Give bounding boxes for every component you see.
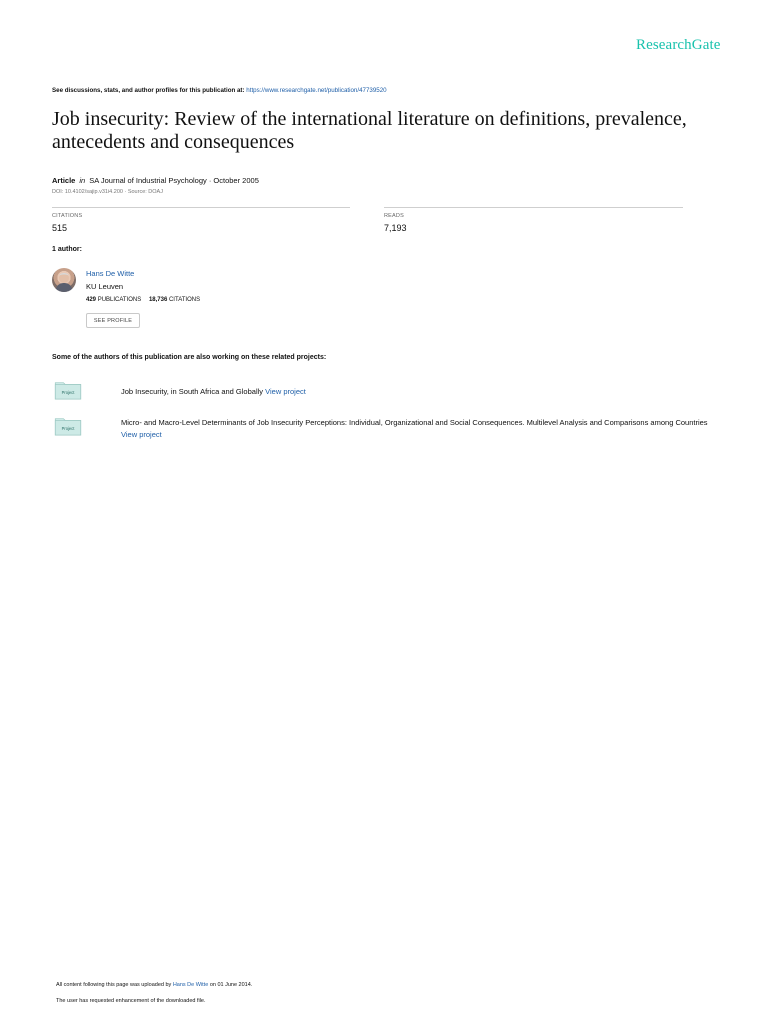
project-folder-icon[interactable] (53, 380, 83, 405)
publication-url-line (52, 87, 387, 94)
author-citations-label: CITATIONS (168, 297, 201, 303)
doi-source: DOI: 10.4102/sajip.v31i4.200 · Source: DOAJ (52, 189, 163, 195)
author-citations-count: 18,736 (148, 297, 168, 303)
upload-suffix: on 01 June 2014. (209, 982, 253, 988)
view-project-link[interactable]: View project (121, 430, 162, 439)
author-publications-count: 429 (86, 297, 97, 303)
project-icon-label: Project (61, 426, 75, 432)
author-avatar[interactable] (52, 268, 76, 292)
citations-divider (52, 207, 350, 208)
publication-title: Job insecurity: Review of the international literature on definitions, prevalence, antecedents and consequences (52, 108, 687, 153)
article-meta (52, 176, 259, 185)
journal-name: SA Journal of Industrial Psychology · October 2005 (89, 176, 259, 185)
related-projects-heading: Some of the authors of this publication are also working on these related projects: (52, 354, 327, 361)
project-title: Micro- and Macro-Level Determinants of Job Insecurity Perceptions: Individual, Organizational and Social Consequences. Multilevel Analysis and Comparisons among Countries (121, 418, 708, 427)
publication-url-link[interactable]: https://www.researchgate.net/publication/47739520 (246, 87, 387, 94)
project-item (121, 417, 721, 441)
upload-prefix: All content following this page was uploaded by (56, 982, 172, 988)
uploader-link[interactable]: Hans De Witte (172, 982, 209, 988)
author-publications-label: PUBLICATIONS (97, 297, 142, 303)
article-type: Article (52, 176, 76, 185)
author-name-link[interactable]: Hans De Witte (86, 269, 135, 278)
see-profile-button[interactable]: SEE PROFILE (86, 313, 140, 328)
project-title: Job Insecurity, in South Africa and Globally (121, 387, 264, 396)
author-photo-icon (52, 268, 76, 292)
article-in: in (79, 176, 86, 185)
discussions-text: See discussions, stats, and author profiles for this publication at: (52, 87, 245, 94)
project-folder-icon[interactable] (53, 416, 83, 441)
researchgate-logo[interactable]: ResearchGate (636, 37, 721, 53)
reads-divider (384, 207, 683, 208)
reads-label: READS (384, 213, 404, 219)
project-item (121, 386, 721, 398)
project-icon-label: Project (61, 390, 75, 396)
view-project-link[interactable]: View project (265, 387, 306, 396)
citations-value: 515 (52, 223, 68, 233)
author-affiliation: KU Leuven (86, 282, 124, 291)
authors-heading: 1 author: (52, 246, 82, 253)
citations-label: CITATIONS (52, 213, 83, 219)
upload-note (56, 982, 252, 988)
enhancement-note: The user has requested enhancement of the downloaded file. (56, 998, 206, 1004)
reads-value: 7,193 (384, 223, 407, 233)
author-stats (86, 297, 200, 303)
